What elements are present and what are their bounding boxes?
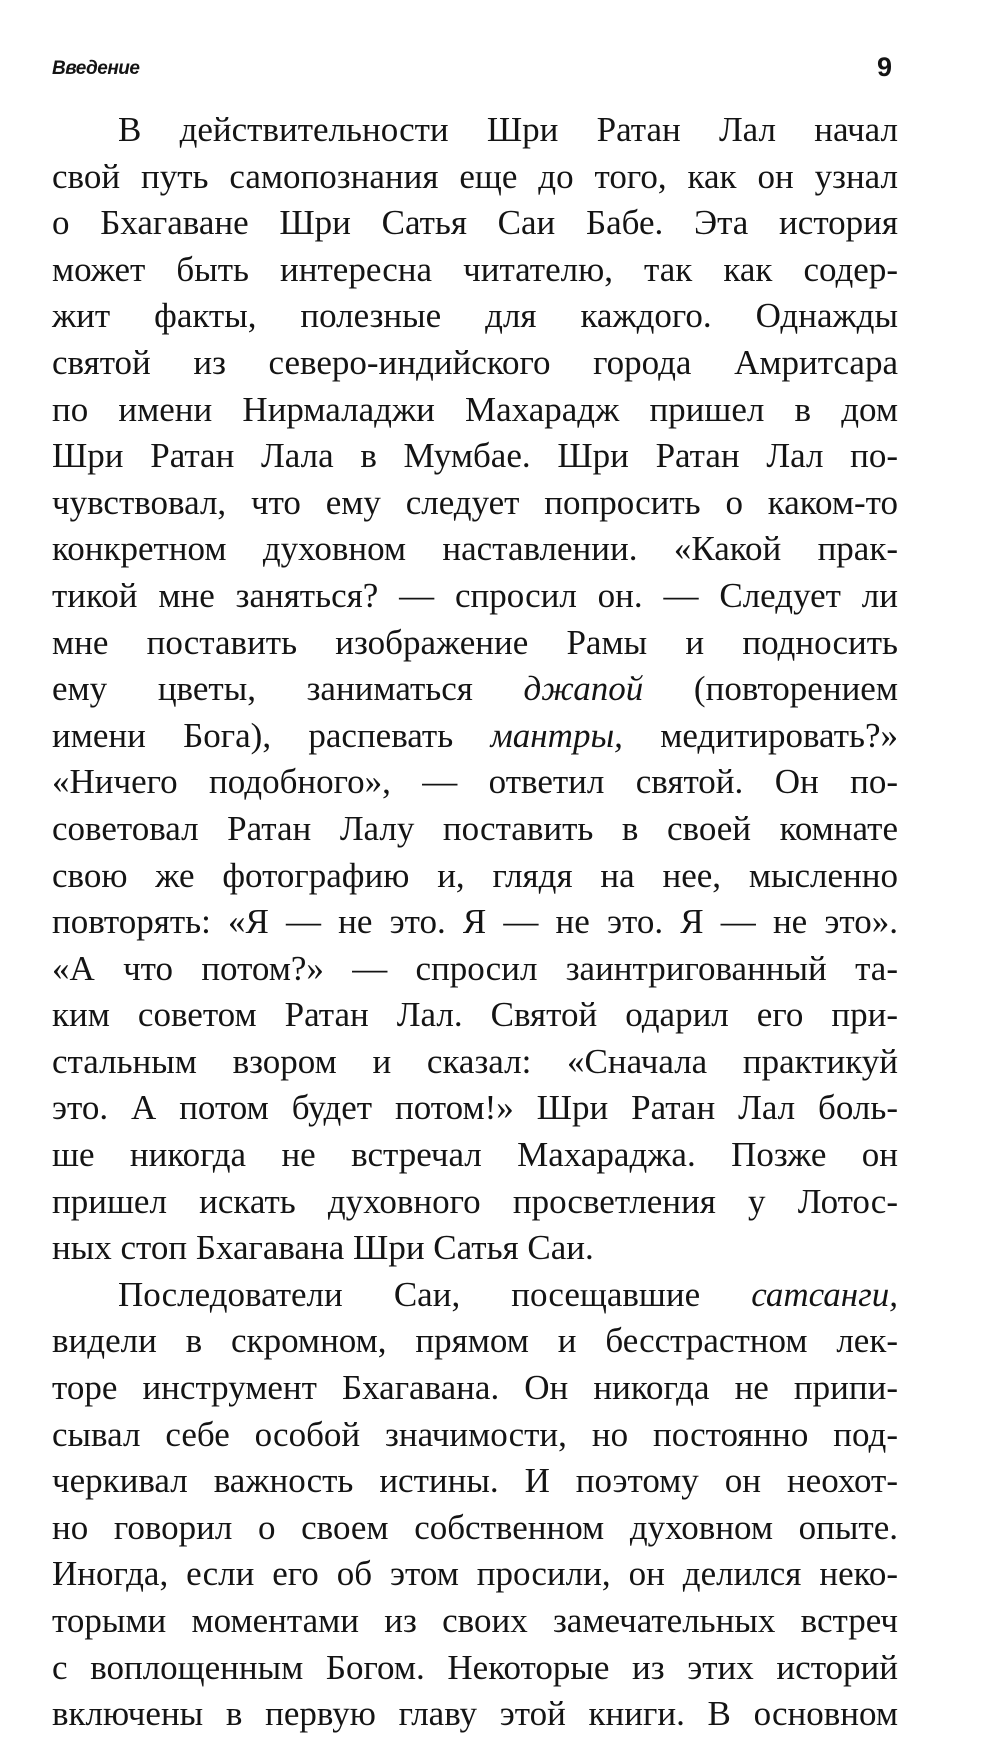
- page-header: [52, 52, 892, 92]
- text-line: [52, 480, 898, 527]
- text-line: [52, 433, 898, 480]
- text-run: о Бхагаване Шри Сатья Саи Бабе. Эта история: [52, 203, 898, 243]
- text-line: [52, 1318, 898, 1365]
- text-line: [52, 1691, 898, 1738]
- text-run: свой путь самопознания еще до того, как он узнал: [52, 156, 898, 196]
- text-line: [52, 806, 898, 853]
- text-line: [52, 759, 898, 806]
- text-line: [52, 1458, 898, 1505]
- text-run: торыми моментами из своих замечательных встреч: [52, 1601, 898, 1640]
- text-run: повторять: «Я — не это. Я — не это. Я — не это».: [52, 902, 898, 942]
- body-text: [52, 107, 898, 1738]
- paragraph: [52, 1272, 898, 1738]
- italic-term: сатсанги,: [751, 1274, 898, 1314]
- text-run: жит факты, полезные для каждого. Однажды: [52, 296, 898, 336]
- text-run: ким советом Ратан Лал. Святой одарил его при-: [52, 995, 898, 1035]
- paragraph: [52, 107, 898, 1272]
- text-run: Последователи Саи, посещавшие: [118, 1274, 752, 1314]
- text-line: [52, 573, 898, 620]
- text-run: конкретном духовном наставлении. «Какой прак-: [52, 529, 898, 569]
- italic-term: мантры,: [490, 715, 623, 755]
- text-run: ных стоп Бхагавана Шри Сатья Саи.: [52, 1228, 594, 1268]
- italic-term: джапой: [523, 669, 644, 709]
- text-line: [52, 1132, 898, 1179]
- text-line: [52, 1039, 898, 1086]
- text-line: [52, 1551, 898, 1598]
- text-run: Шри Ратан Лала в Мумбае. Шри Ратан Лал по-: [52, 436, 898, 476]
- text-line: [52, 946, 898, 993]
- text-run: видели в скромном, прямом и бесстрастном лек-: [52, 1321, 898, 1361]
- text-run: по имени Нирмаладжи Махарадж пришел в дом: [52, 389, 898, 429]
- text-run: но говорил о своем собственном духовном опыте.: [52, 1507, 898, 1547]
- text-line: [52, 1272, 898, 1319]
- page-number: 9: [876, 52, 892, 82]
- text-run: пришел искать духовного просветления у Лотос-: [52, 1181, 898, 1221]
- text-run: стальным взором и сказал: «Сначала практикуй: [52, 1041, 898, 1081]
- text-line: [52, 1085, 898, 1132]
- text-run: святой из северо-индийского города Амритсара: [52, 342, 898, 382]
- text-line: [52, 340, 898, 387]
- text-line: [52, 1505, 898, 1552]
- text-run: ше никогда не встречал Махараджа. Позже он: [52, 1135, 898, 1175]
- text-line: [52, 1365, 898, 1412]
- text-line: [52, 1645, 898, 1692]
- text-line: [52, 293, 898, 340]
- text-run: «Ничего подобного», — ответил святой. Он по-: [52, 762, 898, 802]
- text-run: советовал Ратан Лалу поставить в своей комнате: [52, 808, 898, 848]
- text-run: сывал себе особой значимости, но постоянно под-: [52, 1414, 898, 1454]
- text-line: [52, 1225, 898, 1272]
- running-head: Введение: [52, 58, 140, 79]
- text-run: включены в первую главу этой книги. В основном: [52, 1694, 898, 1734]
- text-line: [52, 387, 898, 434]
- text-run: (повторением: [643, 669, 898, 709]
- text-run: черкивал важность истины. И поэтому он неохот-: [52, 1461, 898, 1501]
- text-line: [52, 666, 898, 713]
- text-run: Иногда, если его об этом просили, он делился неко-: [52, 1554, 898, 1594]
- text-line: [52, 853, 898, 900]
- text-line: [52, 713, 898, 760]
- text-line: [52, 526, 898, 573]
- text-line: [52, 620, 898, 667]
- text-run: может быть интересна читателю, так как содер-: [52, 249, 898, 289]
- text-line: [52, 899, 898, 946]
- text-run: тикой мне заняться? — спросил он. — Следует ли: [52, 575, 898, 615]
- text-run: с воплощенным Богом. Некоторые из этих историй: [52, 1647, 898, 1687]
- text-line: [52, 1179, 898, 1226]
- text-run: «А что потом?» — спросил заинтригованный та-: [52, 948, 898, 988]
- text-line: [52, 1598, 898, 1645]
- text-run: торе инструмент Бхагавана. Он никогда не припи-: [52, 1368, 898, 1408]
- text-line: [52, 1412, 898, 1459]
- text-line: [52, 107, 898, 154]
- text-run: мне поставить изображение Рамы и подносить: [52, 622, 898, 662]
- text-run: это. А потом будет потом!» Шри Ратан Лал боль-: [52, 1088, 898, 1128]
- text-line: [52, 992, 898, 1039]
- text-run: ему цветы, заниматься: [52, 669, 524, 709]
- text-line: [52, 154, 898, 201]
- text-line: [52, 247, 898, 294]
- text-run: имени Бога), распевать: [52, 715, 491, 755]
- text-run: медитировать?»: [622, 715, 898, 755]
- text-run: свою же фотографию и, глядя на нее, мысленно: [52, 855, 898, 895]
- text-run: В действительности Шри Ратан Лал начал: [118, 110, 898, 149]
- text-line: [52, 200, 898, 247]
- text-run: чувствовал, что ему следует попросить о каком-то: [52, 482, 898, 522]
